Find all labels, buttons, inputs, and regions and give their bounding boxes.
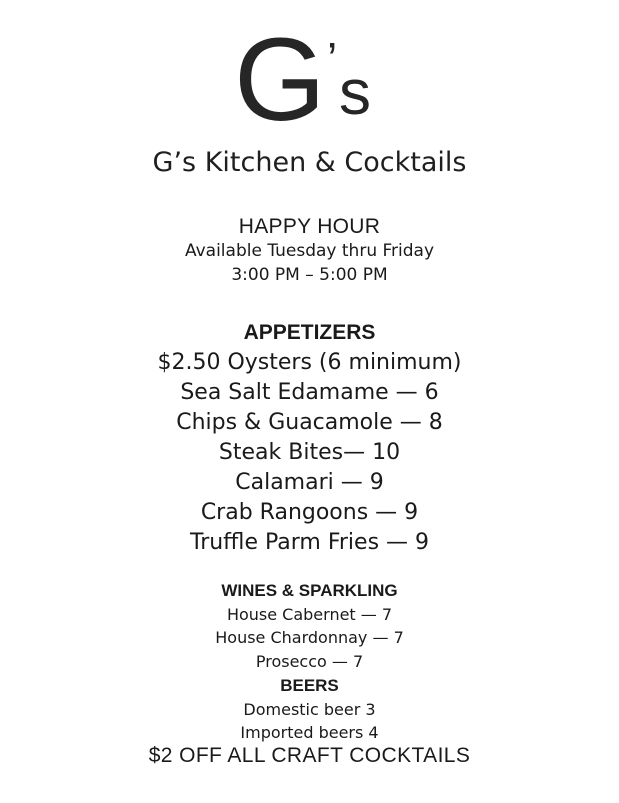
- appetizer-item: Steak Bites— 10: [218, 440, 401, 465]
- logo-letter-g: G: [234, 14, 324, 146]
- restaurant-name: G’s Kitchen & Cocktails: [152, 147, 467, 178]
- logo-apostrophe: ’: [327, 33, 338, 85]
- happy-hour-title: HAPPY HOUR: [238, 215, 381, 238]
- wine-item: House Chardonnay — 7: [215, 628, 404, 647]
- cocktail-promo: $2 OFF ALL CRAFT COCKTAILS: [148, 744, 471, 767]
- beer-item: Domestic beer 3: [243, 700, 376, 719]
- appetizer-item: Sea Salt Edamame — 6: [180, 380, 439, 405]
- happy-hour-time: 3:00 PM – 5:00 PM: [231, 265, 388, 285]
- appetizer-item: Chips & Guacamole — 8: [176, 410, 443, 435]
- wine-item: House Cabernet — 7: [226, 605, 393, 624]
- appetizer-item: Calamari — 9: [235, 470, 384, 495]
- restaurant-logo: [0, 14, 619, 146]
- appetizers-heading: APPETIZERS: [243, 321, 376, 344]
- beers-heading: BEERS: [280, 676, 339, 695]
- happy-hour-days: Available Tuesday thru Friday: [184, 241, 435, 261]
- beer-item: Imported beers 4: [240, 723, 379, 742]
- logo-letter-s: s: [339, 56, 371, 128]
- appetizer-item: Crab Rangoons — 9: [200, 500, 419, 525]
- wine-item: Prosecco — 7: [255, 652, 364, 671]
- wines-heading: WINES & SPARKLING: [221, 581, 398, 600]
- appetizer-item: Truffle Parm Fries — 9: [189, 530, 430, 555]
- appetizer-item: $2.50 Oysters (6 minimum): [157, 350, 462, 375]
